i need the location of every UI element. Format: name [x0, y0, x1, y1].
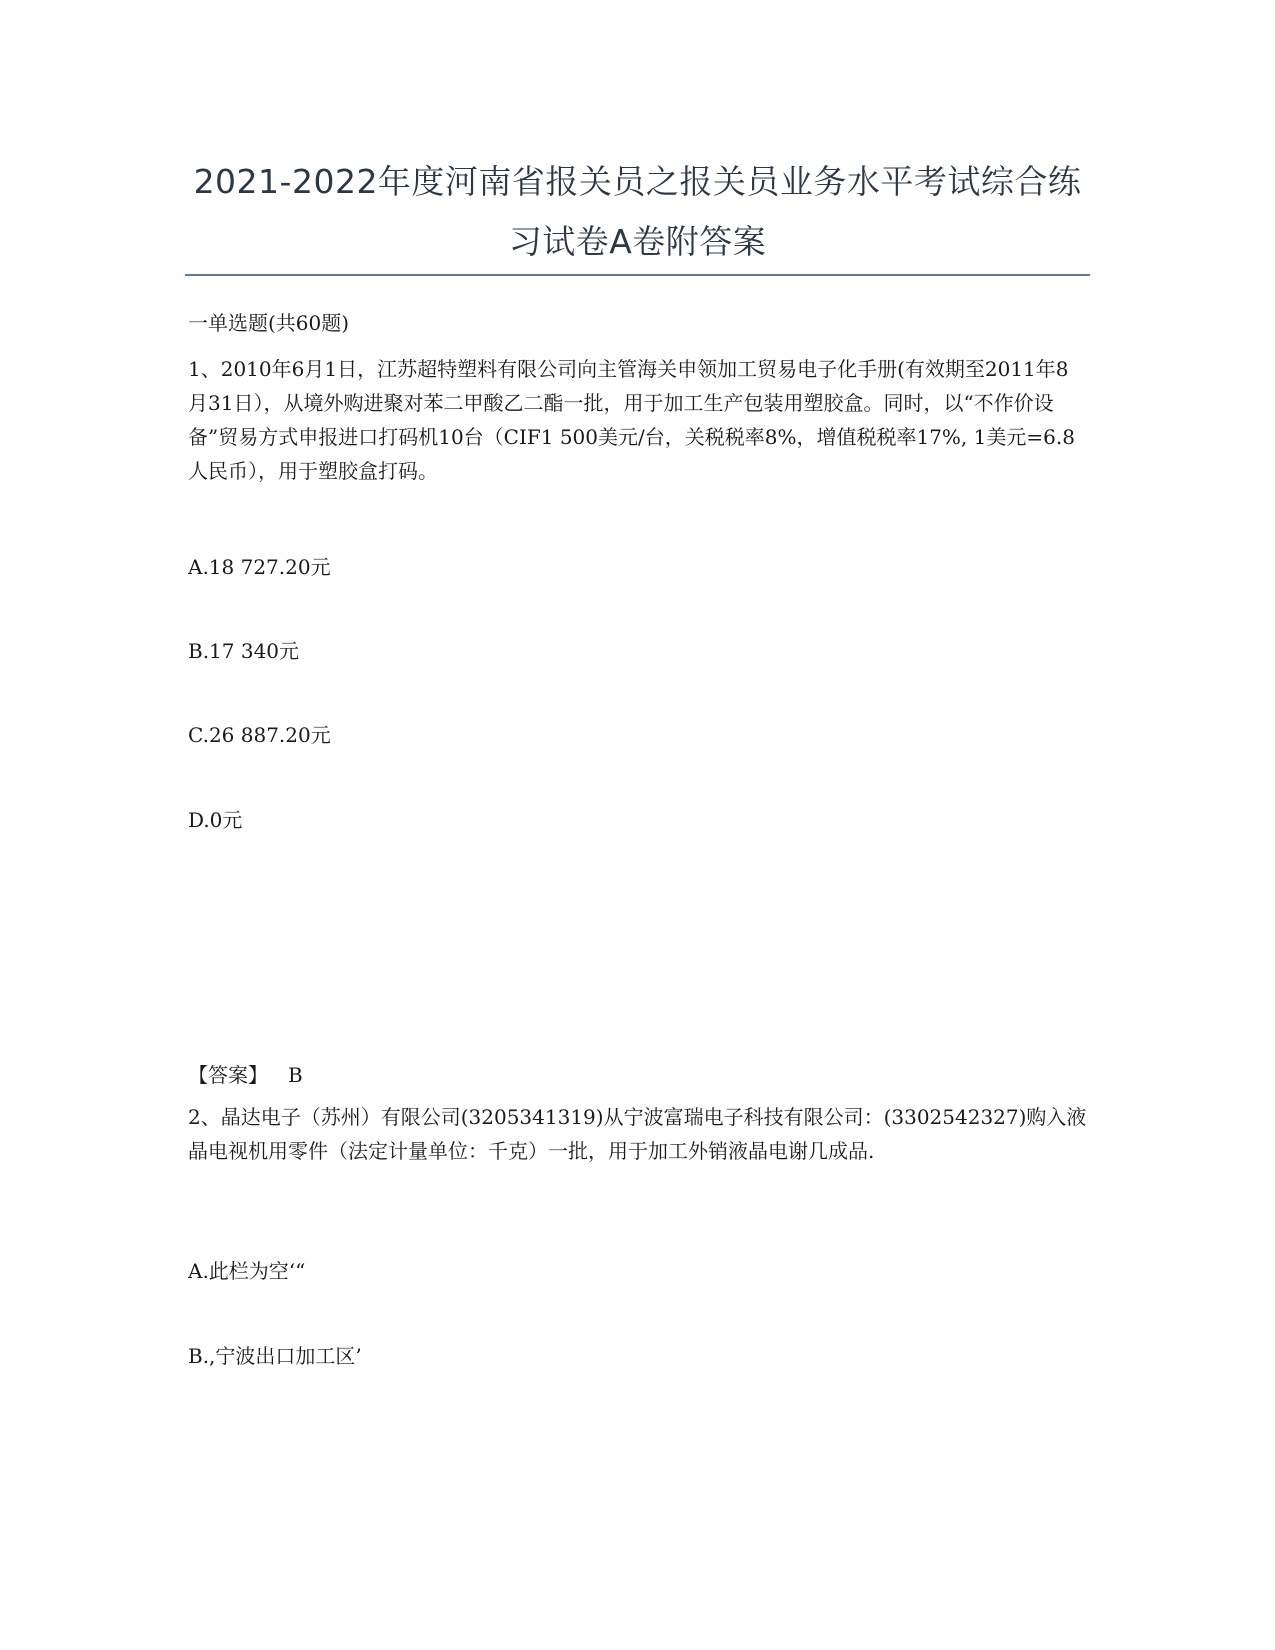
answer-value: B: [288, 1063, 303, 1087]
question-1-answer: [188, 1060, 303, 1090]
question-1-option-d: D.0元: [188, 808, 243, 832]
question-1-option-c: C.26 887.20元: [188, 723, 331, 747]
answer-label: 【答案】: [188, 1063, 268, 1087]
title-line-1: 2021-2022年度河南省报关员之报关员业务水平考试综合练: [193, 162, 1082, 201]
question-1-option-b: B.17 340元: [188, 639, 300, 663]
question-2-option-b: B.,宁波出口加工区’: [188, 1344, 362, 1368]
question-2-option-a: A.此栏为空‘“: [188, 1259, 306, 1283]
question-1-text: 1、2010年6月1日，江苏超特塑料有限公司向主管海关申领加工贸易电子化手册(有效期至2011年8月31日），从境外购进聚对苯二甲酸乙二酯一批，用于加工生产包装用塑胶盒。同时，以“不作价设备”贸易方式申报进口打码机10台（CIF1 500美元/台，关税税率8%，增值税税率17%, 1美元=6.8人民币），用于塑胶盒打码。: [188, 357, 1075, 483]
title-divider: [185, 274, 1090, 276]
document-title: [150, 152, 1125, 272]
question-2-text: 2、晶达电子（苏州）有限公司(3205341319)从宁波富瑞电子科技有限公司：(3302542327)购入液晶电视机用零件（法定计量单位：千克）一批，用于加工外销液晶电谢几成品.: [188, 1105, 1087, 1163]
question-1-option-a: A.18 727.20元: [188, 555, 331, 579]
title-line-2: 习试卷A卷附答案: [508, 222, 767, 261]
section-label: 一单选题(共60题): [188, 311, 350, 335]
